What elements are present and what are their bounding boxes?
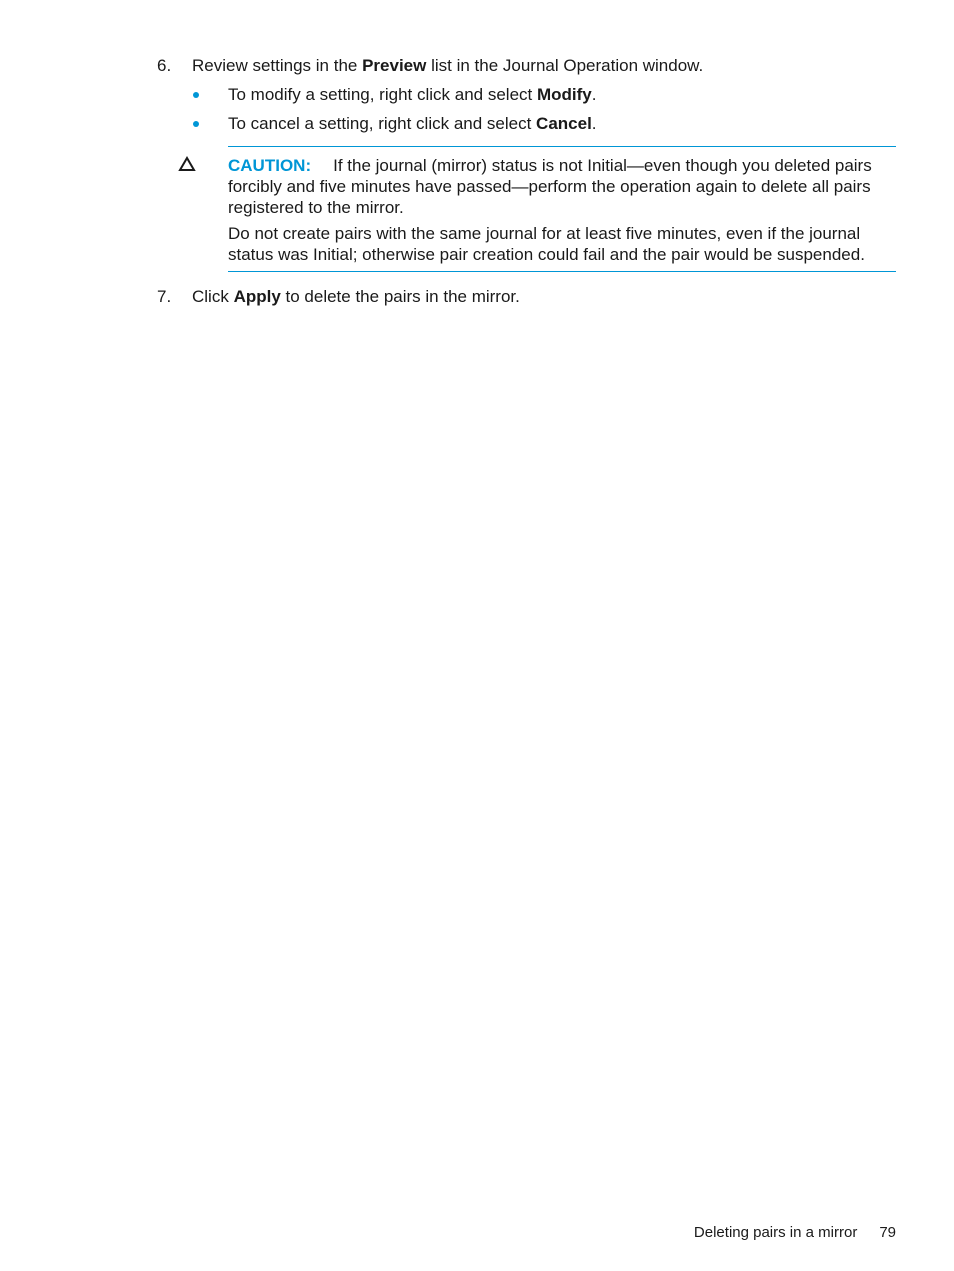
bullet-icon [193, 121, 199, 127]
preview-term: Preview [362, 56, 427, 75]
step-number: 6. [157, 56, 172, 75]
page-footer [694, 1222, 896, 1243]
caution-label: CAUTION: [228, 156, 312, 175]
caution-triangle-icon [178, 155, 196, 173]
bullet-icon [193, 92, 199, 98]
page-number: 79 [879, 1224, 896, 1241]
step-number: 7. [157, 287, 172, 306]
step-text: Review settings in the Preview list in the Journal Operation window. [192, 56, 704, 75]
footer-section-title: Deleting pairs in a mirror [693, 1224, 858, 1241]
step-text: Click Apply to delete the pairs in the mirror. [192, 287, 520, 306]
modify-term: Modify [536, 85, 592, 104]
apply-term: Apply [233, 287, 281, 306]
caution-paragraph-2: Do not create pairs with the same journal for at least five minutes, even if the journal status was Initial; otherwise pair creation could fail and the pair would be suspended. [228, 224, 865, 264]
caution-paragraph-1: CAUTION: If the journal (mirror) status is not Initial—even though you deleted pairs forcibly and five minutes have passed—perform the operation again to delete all pairs registered to the mirror. [228, 156, 872, 217]
caution-box [228, 146, 896, 272]
cancel-term: Cancel [536, 114, 592, 133]
